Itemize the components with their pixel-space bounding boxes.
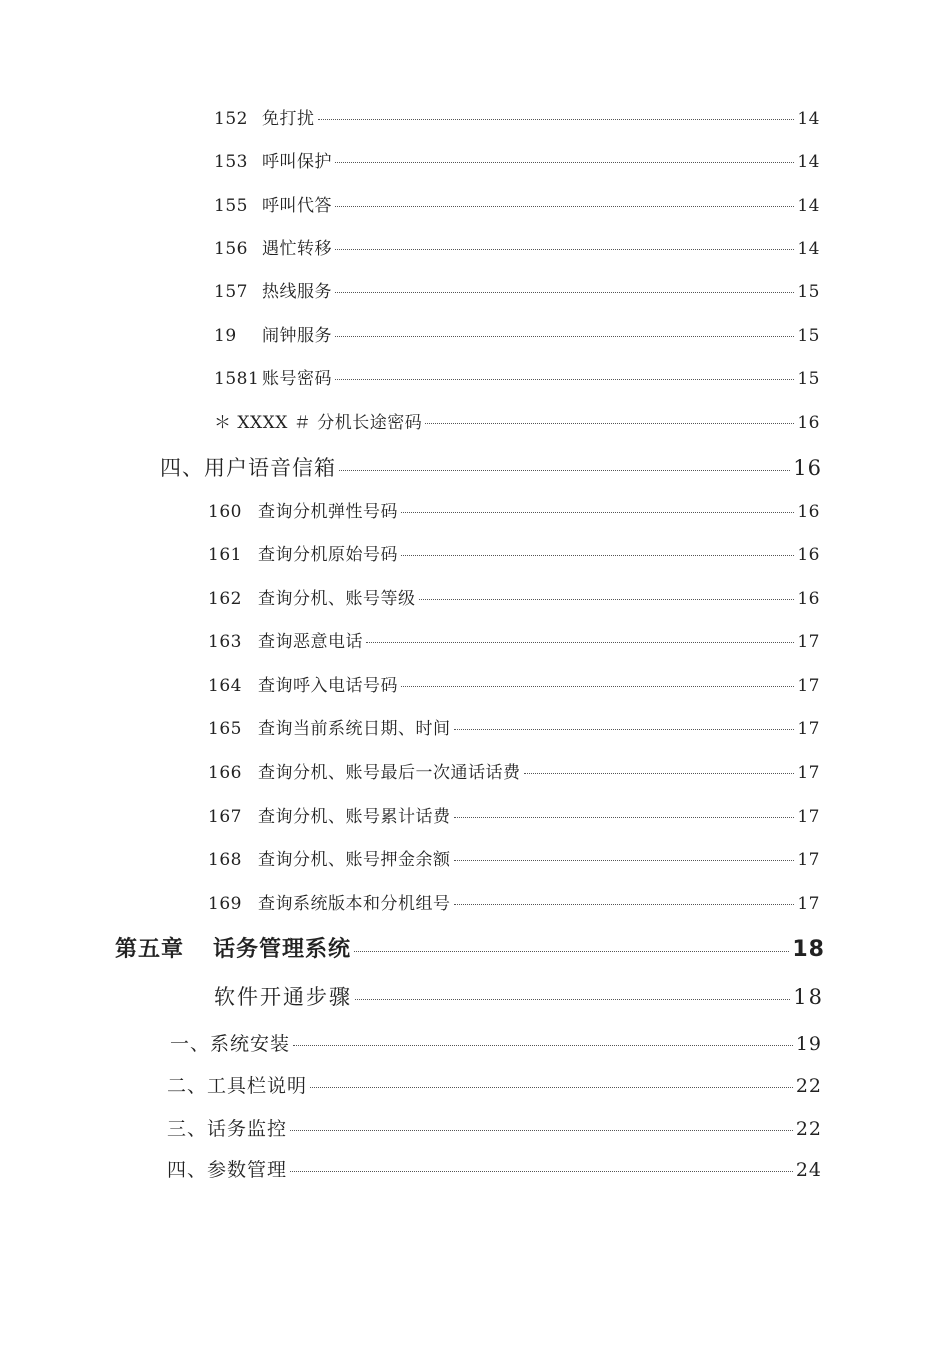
toc-entry-title: 软件开通步骤 [214, 985, 352, 1009]
toc-entry-number: 156 [214, 239, 248, 259]
toc-entry-page: 18 [792, 937, 825, 962]
toc-entry-title: 查询分机、账号等级 [258, 589, 416, 609]
toc-entry-number: 19 [214, 326, 237, 346]
toc-entry[interactable] [208, 845, 820, 870]
dot-leader [335, 206, 794, 207]
toc-entry-page: 18 [793, 985, 824, 1009]
toc-entry[interactable] [208, 671, 820, 696]
toc-entry-page: 22 [795, 1118, 822, 1140]
toc-entry-page: 16 [797, 413, 820, 433]
dot-leader [524, 773, 795, 774]
toc-entry-title: 热线服务 [262, 282, 332, 302]
toc-entry[interactable] [214, 321, 820, 346]
toc-entry-page: 16 [797, 545, 820, 565]
toc-entry-page: 14 [797, 239, 820, 259]
toc-entry-title: 呼叫代答 [262, 196, 332, 216]
toc-chapter-heading[interactable] [115, 932, 825, 963]
dot-leader [335, 162, 794, 163]
toc-entry-number: ＊ XXXX ＃ [214, 413, 312, 433]
toc-entry[interactable] [214, 104, 820, 129]
toc-entry-page: 14 [797, 196, 820, 216]
toc-entry-title: 查询分机弹性号码 [258, 502, 398, 522]
toc-entry-title: 分机长途密码 [317, 413, 423, 433]
toc-entry[interactable] [214, 277, 820, 302]
dot-leader [401, 686, 794, 687]
toc-section-heading[interactable] [170, 1029, 822, 1056]
toc-entry-number: 157 [214, 282, 248, 302]
toc-entry[interactable] [214, 364, 820, 389]
dot-leader [401, 555, 794, 556]
dot-leader [318, 119, 795, 120]
toc-entry-title: 查询系统版本和分机组号 [258, 894, 451, 914]
toc-entry-number: 三、 [167, 1118, 208, 1140]
toc-entry-title: 系统安装 [210, 1033, 291, 1055]
toc-entry-page: 17 [797, 632, 820, 652]
toc-entry[interactable] [214, 191, 820, 216]
toc-entry-page: 17 [797, 850, 820, 870]
toc-entry[interactable] [208, 889, 820, 914]
dot-leader [339, 470, 790, 471]
toc-entry-number: 152 [214, 109, 248, 129]
toc-entry-number: 155 [214, 196, 248, 216]
toc-entry-title: 查询当前系统日期、时间 [258, 719, 451, 739]
toc-section-heading[interactable] [167, 1155, 822, 1182]
toc-entry-title: 呼叫保护 [262, 152, 332, 172]
toc-entry-title: 免打扰 [262, 109, 315, 129]
toc-entry-number: 四、 [160, 456, 204, 480]
toc-entry-title: 遇忙转移 [262, 239, 332, 259]
toc-entry-page: 14 [797, 109, 820, 129]
dot-leader [401, 512, 794, 513]
toc-entry[interactable] [208, 497, 820, 522]
toc-entry-title: 查询分机、账号最后一次通话话费 [258, 763, 521, 783]
toc-entry-number: 167 [208, 807, 242, 827]
toc-entry-number: 168 [208, 850, 242, 870]
toc-entry-title: 话务管理系统 [213, 937, 352, 962]
toc-entry-title: 用户语音信箱 [204, 456, 336, 480]
dot-leader [355, 999, 790, 1000]
toc-entry-page: 17 [797, 676, 820, 696]
dot-leader [290, 1171, 793, 1172]
toc-entry[interactable] [208, 540, 820, 565]
toc-entry-title: 查询分机、账号押金余额 [258, 850, 451, 870]
toc-entry-number: 160 [208, 502, 242, 522]
toc-entry-page: 24 [795, 1159, 822, 1181]
toc-entry-title: 工具栏说明 [207, 1075, 308, 1097]
toc-section-heading[interactable] [160, 452, 822, 482]
toc-section-heading[interactable] [167, 1071, 822, 1098]
dot-leader [293, 1045, 793, 1046]
toc-entry-page: 17 [797, 807, 820, 827]
toc-entry-page: 19 [795, 1033, 822, 1055]
toc-entry-title: 闹钟服务 [262, 326, 332, 346]
toc-entry-number: 二、 [167, 1075, 208, 1097]
toc-entry-number: 四、 [167, 1159, 208, 1181]
dot-leader [335, 336, 794, 337]
toc-entry-title: 查询分机原始号码 [258, 545, 398, 565]
dot-leader [454, 817, 795, 818]
dot-leader [425, 423, 794, 424]
toc-entry-page: 16 [797, 502, 820, 522]
toc-entry-page: 14 [797, 152, 820, 172]
toc-entry-page: 22 [795, 1075, 822, 1097]
toc-entry-title: 查询恶意电话 [258, 632, 363, 652]
toc-entry[interactable] [208, 758, 820, 783]
toc-entry-number: 153 [214, 152, 248, 172]
toc-entry[interactable] [208, 802, 820, 827]
dot-leader [290, 1130, 793, 1131]
dot-leader [419, 599, 795, 600]
toc-entry[interactable] [208, 584, 820, 609]
toc-entry[interactable] [214, 408, 820, 433]
dot-leader [454, 729, 795, 730]
toc-entry-number: 一、 [170, 1033, 211, 1055]
toc-entry-page: 17 [797, 719, 820, 739]
toc-entry-page: 15 [797, 369, 820, 389]
toc-section-heading[interactable] [167, 1114, 822, 1141]
toc-entry[interactable] [214, 234, 820, 259]
toc-entry-title: 参数管理 [207, 1159, 288, 1181]
dot-leader [454, 904, 795, 905]
toc-entry-page: 17 [797, 894, 820, 914]
toc-entry-page: 15 [797, 282, 820, 302]
toc-entry-page: 16 [797, 589, 820, 609]
toc-entry-number: 第五章 [115, 937, 185, 962]
dot-leader [454, 860, 795, 861]
toc-entry-title: 查询分机、账号累计话费 [258, 807, 451, 827]
dot-leader [335, 292, 794, 293]
dot-leader [335, 379, 794, 380]
toc-entry-number: 162 [208, 589, 242, 609]
dot-leader [310, 1087, 793, 1088]
toc-entry[interactable] [214, 981, 824, 1011]
toc-entry-number: 169 [208, 894, 242, 914]
toc-entry[interactable] [208, 627, 820, 652]
toc-entry-number: 1581 [214, 369, 260, 389]
toc-entry[interactable] [208, 714, 820, 739]
toc-entry-page: 17 [797, 763, 820, 783]
dot-leader [366, 642, 794, 643]
toc-entry-number: 161 [208, 545, 242, 565]
toc-entry-number: 166 [208, 763, 242, 783]
dot-leader [354, 951, 789, 952]
toc-entry-page: 16 [793, 456, 822, 480]
toc-entry-number: 164 [208, 676, 242, 696]
toc-entry-title: 查询呼入电话号码 [258, 676, 398, 696]
toc-entry-number: 163 [208, 632, 242, 652]
toc-entry-number: 165 [208, 719, 242, 739]
toc-entry-title: 账号密码 [262, 369, 332, 389]
toc-entry-title: 话务监控 [207, 1118, 288, 1140]
dot-leader [335, 249, 794, 250]
toc-entry-page: 15 [797, 326, 820, 346]
toc-entry[interactable] [214, 147, 820, 172]
